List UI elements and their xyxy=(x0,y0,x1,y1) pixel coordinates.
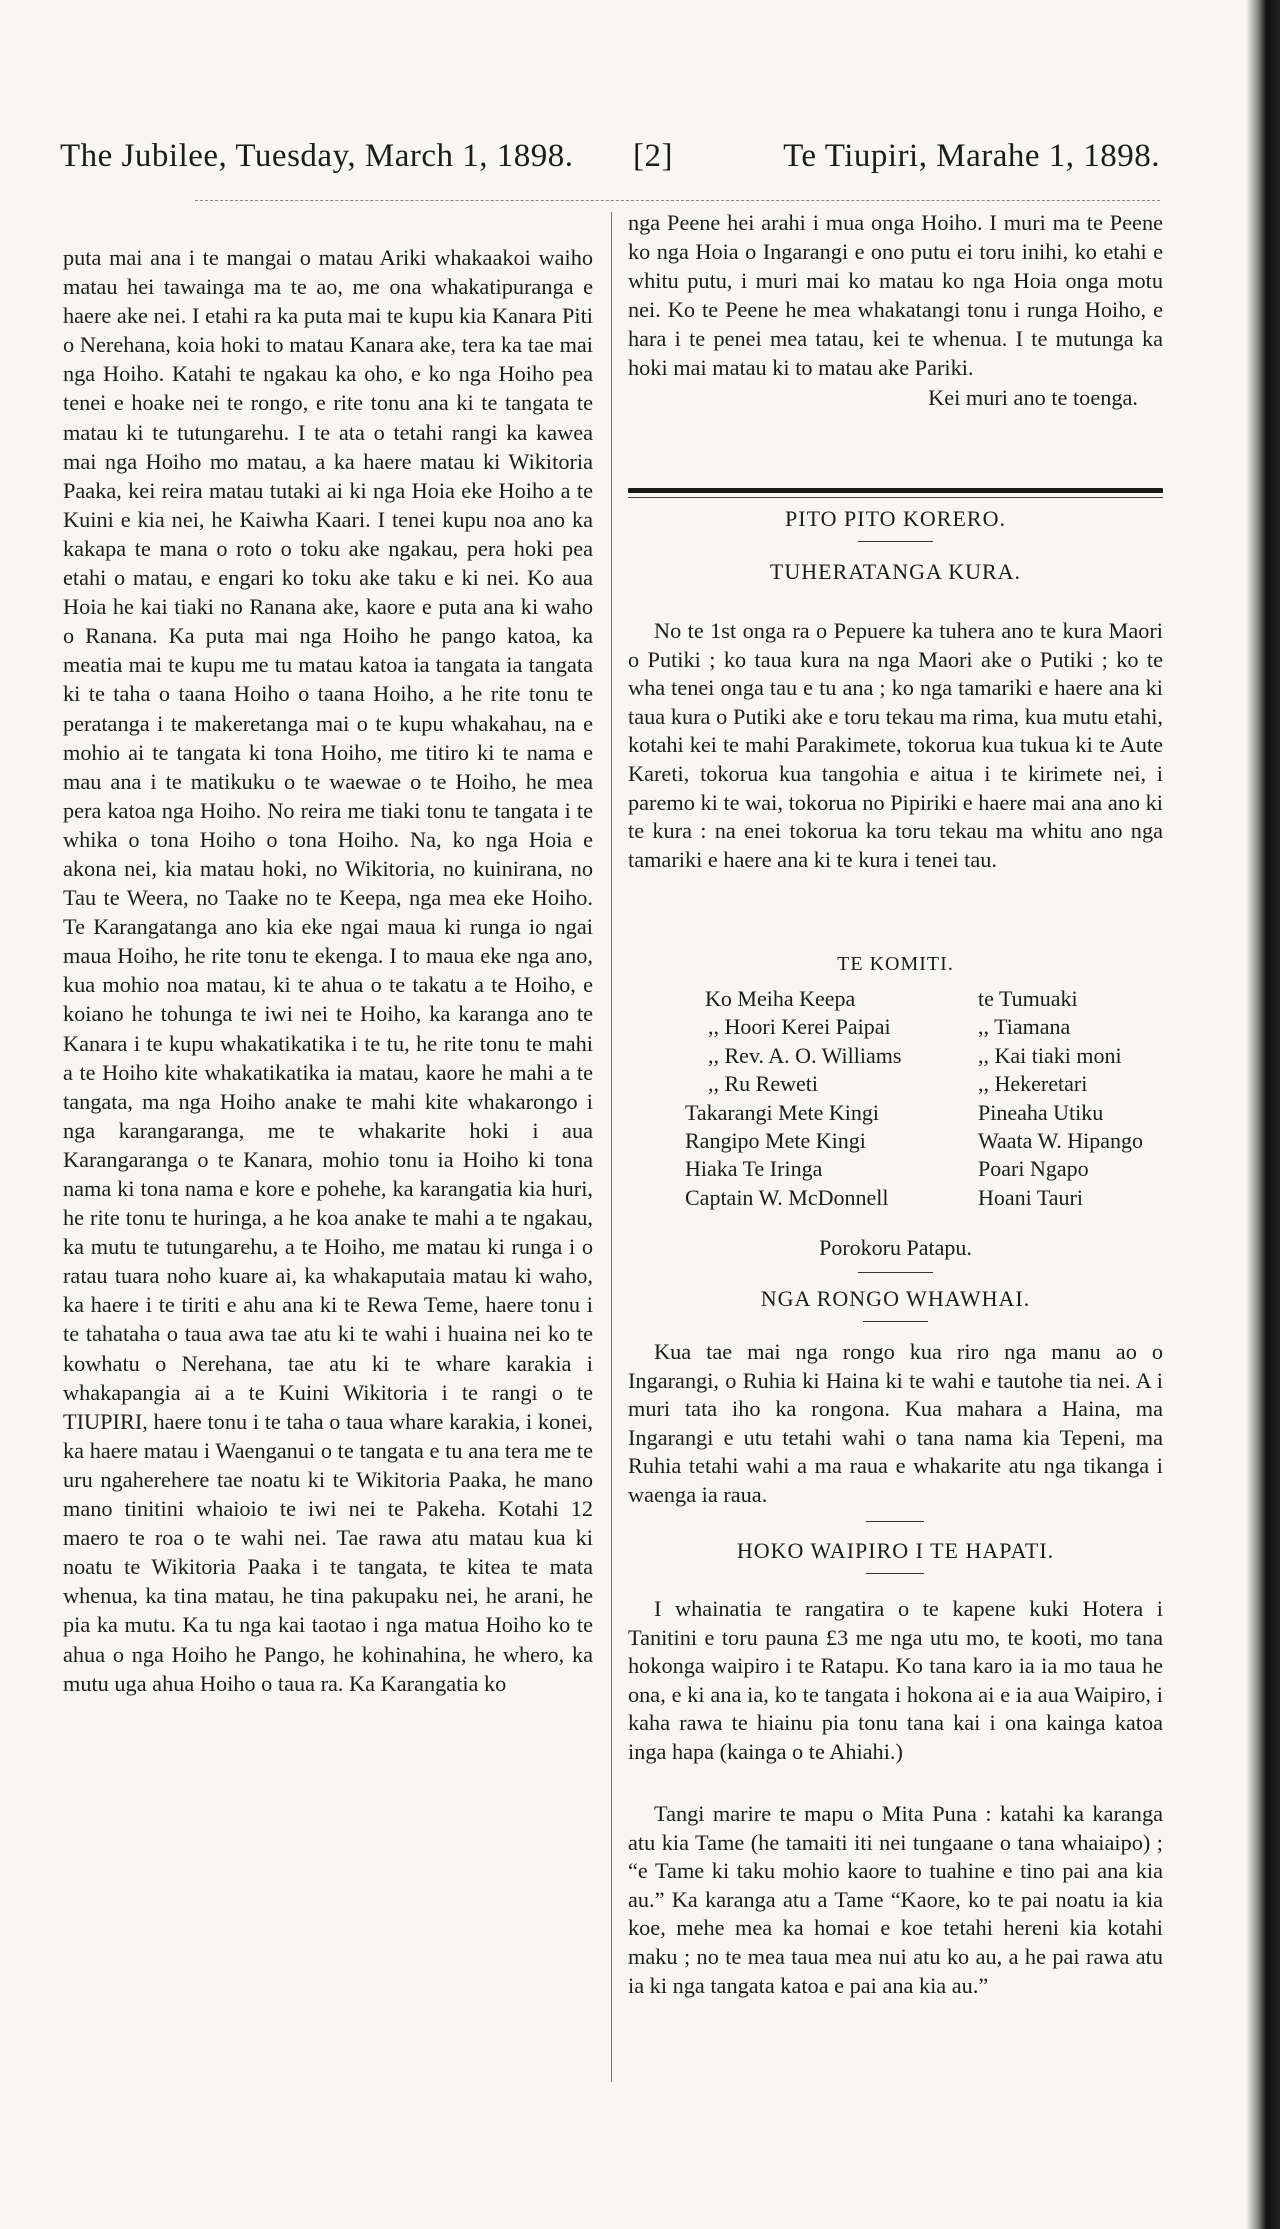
komiti-name: Captain W. McDonnell xyxy=(685,1184,889,1210)
komiti-name: ,, Hoori Kerei Paipai xyxy=(708,1014,891,1040)
page-number: [2] xyxy=(633,138,673,174)
article-text-rongo-whawhai: Kua tae mai nga rongo kua riro nga manu ao o Ingarangi, o Ruhia ki Haina ki te wahi e tautohe tia nei. A i muri tata iho ka rongona. Kua mahara a Haina, ma Ingarangi e utu tetahi wahi o tana nama kia Tepeni, ma Ruhia tetahi wahi a ma raua e whakarite atu nga tikanga i waenga ia raua. xyxy=(628,1339,1163,1507)
komiti-name: Hiaka Te Iringa xyxy=(685,1156,823,1182)
section-rule-heavy xyxy=(628,488,1163,493)
komiti-name: Rangipo Mete Kingi xyxy=(685,1127,866,1153)
komiti-name: Ko Meiha Keepa xyxy=(705,986,856,1011)
komiti-row xyxy=(628,1099,1163,1127)
header-left: The Jubilee, Tuesday, March 1, 1898. xyxy=(60,138,574,174)
column-divider xyxy=(611,212,612,2082)
article-text-tuheratanga: No te 1st onga ra o Pepuere ka tuhera ano te kura Maori o Putiki ; ko taua kura na nga Maori ake o Putiki ; ko te wha tenei onga tau e tu ana ; ko nga tamariki e haere ana ki taua kura o Putiki ake e toru tekau ma rima, kua mutu etahi, kotahi kei te mahi Parakimete, tokorua kua tukua ki te Aute Kareti, tokorua kua tangohia e aitua i te kirimete nei, i paremo ki te wai, tokorua no Pipiriki e haere mai ana ano ki te kura : na enei tokorua ka toru tekau ma whitu ano nga tamariki e haere ana ki te kura i tenei tau. xyxy=(628,618,1163,872)
komiti-role: ,, Tiamana xyxy=(978,1014,1071,1040)
komiti-role: Waata W. Hipango xyxy=(978,1127,1144,1153)
signoff: Kei muri ano te toenga. xyxy=(928,384,1138,410)
right-column-continuation xyxy=(628,208,1163,412)
komiti-name: Takarangi Mete Kingi xyxy=(685,1099,879,1125)
komiti-row xyxy=(628,1070,1163,1098)
left-column-text: puta mai ana i te mangai o matau Ariki whakaakoi waiho matau hei tawainga ma te ao, me ona whakatipuranga e haere ake nei. I etahi ra ka puta mai te kupu kia Kanara Piti o Nerehana, koia hoki to matau Kanara ake, tera ka tae mai nga Hoiho. Katahi te ngakau ka oho, e ko nga Hoiho pea tenei e hoake nei te rongo, e rite tonu ana ki te tangata te matau ki te tutungarehu. I te ata o tetahi rangi ka kawea mai nga Hoiho mo matau, a ka haere matau ki Wikitoria Paaka, kei reira matau tutaki ai ki nga Hoia eke Hoiho a te Kuini e kia nei, he Kaiwha Kaari. I tenei kupu noa ano ka kakapa te mana o roto o toku ake ngakau, pera hoki pea etahi o matau, e engari ko toku ake taku e ki nei. Ko aua Hoia he kai tiaki no Ranana ake, kaore e puta ana ki waho o Ranana. Ka puta mai nga Hoiho he pango katoa, ka meatia mai te kupu me tu matau katoa ia tangata ia tangata ki te taha o taana Hoiho o taana Hoiho, a he rite tonu te peratanga i te makeretanga mai o te kupu whakahau, na e mohio ai te tangata ki tona Hoiho, me titiro ki te nama e mau ana i te matikuku o te waewae o te Hoiho, he mea pera katoa nga Hoiho. No reira me tiaki tonu te tangata i te whika o tona Hoiho o tona Hoiho. Na, ko nga Hoia e akona nei, kia matau hoki, no Wikitoria, no kuinirana, no Tau te Weera, no Taake no te Keepa, nga mea eke Hoiho. Te Karangatanga ano kia eke ngai maua ki runga io ngai maua Hoiho, he rite tonu te ekenga. I to maua eke nga ano, kua mohio noa matau, ki te ahua o te takatu a te Hoiho, e koiano he tohunga te iwi nei te Hoiho, ka karanga ano te Kanara i te kupu whakatikatika i te tu, he rite tonu te mahi a te Hoiho kite whakatikatika ia matau, kaore he mahi a te tangata, ma nga Hoiho anake te mahi kite whakarongo i nga karangarangа, me te whakarite hoki i aua Karangaranga o te Kanara, mohio tonu ia Hoiho ki tona nama ki tona nama e kore e pohehe, ka karangatia kia huri, he rite tonu te huringa, a he koa anake te mahi a te ngakau, ka mutu te tutungarehu, a te Hoiho, me matau ki runga i o ratau tuara noho kuare ai, ka whakaputaia matau ki waho, ka haere i te tiriti e ahu ana ki te Rewa Teme, haere tonu i te tahataha o taua awa tae atu ki te wahi i huaina nei ko te kowhatu o Nerehana, tae atu ki te whare karakia i whakapangia ai a te Kuini Wikitoria i te rangi o te TIUPIRI, haere tonu i te taha o taua whare karakia, i konei, ka haere matau i Waenganui o te tangata e tu ana tera me te uru ngaherehere tae noatu ki te Wikitoria Paaka, he mano mano tinitini whaioio te iwi nei te Pakeha. Kotahi 12 maero te roa o te wahi nei. Tae rawa atu matau kua ki noatu te Wikitoria Paaka i te tangata, te kitea te mata whenua, ka tina matau, he tina pakupaku nei, he arani, he pia ka mutu. Ka tu nga kai taotao i nga matua Hoiho ko te ahua o nga Hoiho he Pango, he kohinahina, he whero, ka mutu uga ahua Hoiho o taua ra. Ka Karangatia ko xyxy=(63,245,593,1696)
page-header xyxy=(60,138,1160,188)
komiti-role: ,, Hekeretari xyxy=(978,1071,1088,1097)
komiti-last-member: Porokoru Patapu. xyxy=(819,1235,972,1260)
komiti-name: ,, Rev. A. O. Williams xyxy=(708,1042,902,1068)
komiti-role: Pineaha Utiku xyxy=(978,1099,1104,1125)
article-title-tuheratanga: TUHERATANGA KURA. xyxy=(769,559,1022,584)
section-title: PITO PITO KORERO. xyxy=(785,506,1006,531)
header-right: Te Tiupiri, Marahe 1, 1898. xyxy=(783,138,1160,174)
article-text-hoko-waipiro-1: I whainatia te rangatira o te kapene kuki Hotera i Tanitini e toru pauna £3 me nga utu mo, te kooti, mo tana hokonga waipiro i te Ratapu. Ko tana karo ia ia mo taua he ona, e ki ana ia, ko te tangata i hokona ai e ia aua Waipiro, i kaha rawa te hiainu pia tonu tana kai i ona kainga katoa inga hapa (kainga o te Ahiahi.) xyxy=(628,1596,1163,1764)
page-edge-shadow xyxy=(1246,0,1280,2229)
section-rule-thin xyxy=(628,497,1163,498)
title-rule xyxy=(866,1573,924,1574)
article-title-hoko-waipiro: HOKO WAIPIRO I TE HAPATI. xyxy=(736,1538,1055,1563)
komiti-row xyxy=(628,985,1163,1013)
komiti-name: ,, Ru Reweti xyxy=(708,1071,818,1097)
komiti-role: te Tumuaki xyxy=(978,986,1078,1011)
komiti-row xyxy=(628,1127,1163,1155)
komiti-row xyxy=(628,1013,1163,1041)
continuation-text: nga Peene hei arahi i mua onga Hoiho. I muri ma te Peene ko nga Hoia o Ingarangi e ono putu ei toru inihi, ko etahi e whitu putu, i muri mai ko matau ko nga Hoia onga motu nei. Ko te Peene he mea whakatangi tonu i runga Hoiho, e hara i te penei mea tatau, kei te whenua. I te mutunga ka hoki mai matau ki to matau ake Pariki. xyxy=(628,210,1163,381)
article-text-hoko-waipiro-2: Tangi marire te mapu o Mita Puna : katahi ka karanga atu kia Tame (he tamaiti iti nei tungaane o tana whaiaipo) ; “e Tame ki taku mohio kaore to tuahine e tino pai ana kia au.” Ka karanga atu a Tame “Kaore, ko te pai noatu ia kia koe, mehe mea ka homai e koe tetahi hereni kia kotahi maku ; no te mea taua mea nui atu ko au, a he pai rawa atu ia ki nga tangata katoa e pai ana kia au.” xyxy=(628,1801,1163,1998)
header-rule xyxy=(195,200,1160,201)
komiti-list xyxy=(628,985,1163,1212)
komiti-role: ,, Kai tiaki moni xyxy=(978,1042,1122,1068)
komiti-role: Poari Ngapo xyxy=(978,1156,1089,1182)
komiti-title: TE KOMITI. xyxy=(837,953,954,975)
title-rule xyxy=(858,541,933,542)
divider-rule xyxy=(866,1521,924,1522)
komiti-row xyxy=(628,1184,1163,1212)
title-rule xyxy=(863,1321,928,1322)
article-title-rongo-whawhai: NGA RONGO WHAWHAI. xyxy=(760,1286,1031,1311)
left-column xyxy=(63,243,593,1698)
komiti-row xyxy=(628,1155,1163,1183)
komiti-role: Hoani Tauri xyxy=(978,1184,1083,1210)
divider-rule xyxy=(858,1272,933,1273)
komiti-row xyxy=(628,1042,1163,1070)
